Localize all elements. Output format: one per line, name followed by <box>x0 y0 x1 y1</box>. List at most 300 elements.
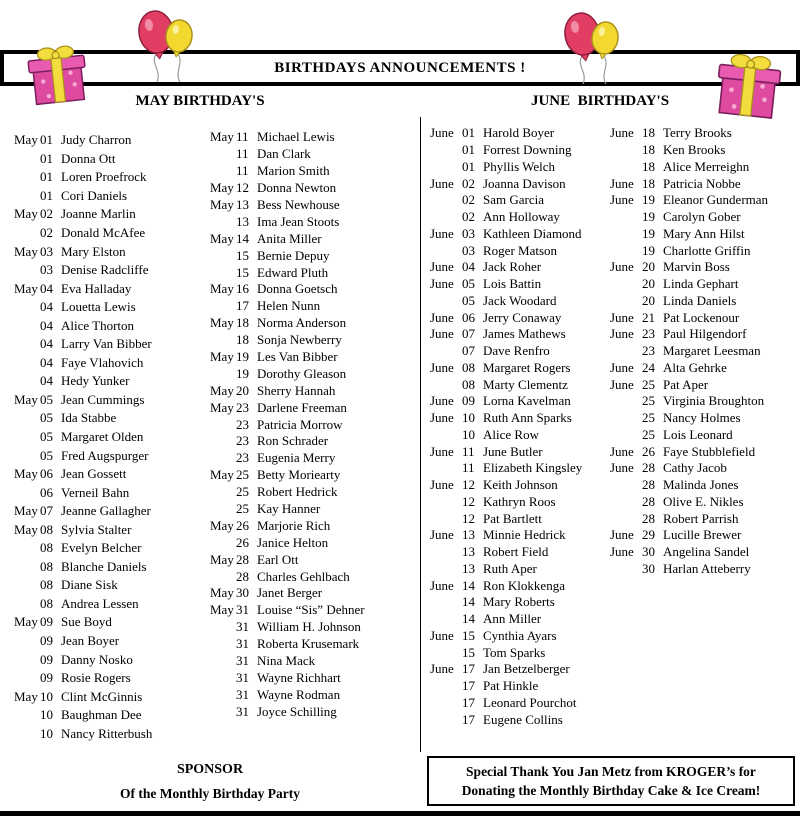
thank-you-box <box>427 756 795 806</box>
entry-day: 28 <box>236 551 249 567</box>
birthday-entry <box>610 360 796 377</box>
entry-day: 12 <box>462 493 475 509</box>
entry-name: Margaret Rogers <box>483 359 571 375</box>
entry-day: 31 <box>236 602 249 618</box>
entry-name: Terry Brooks <box>663 125 732 141</box>
sponsor-block <box>0 762 420 802</box>
entry-day: 20 <box>236 382 249 398</box>
entry-day: 28 <box>642 460 655 476</box>
entry-month: May <box>14 280 38 296</box>
entry-name: Harlan Atteberry <box>663 560 751 576</box>
entry-name: Minnie Hedrick <box>483 527 566 543</box>
entry-month: June <box>610 376 634 392</box>
entry-day: 15 <box>462 627 475 643</box>
entry-name: Eugenia Merry <box>257 450 336 466</box>
entry-day: 09 <box>462 393 475 409</box>
entry-day: 26 <box>236 517 249 533</box>
entry-day: 18 <box>236 332 249 348</box>
birthday-entry <box>610 376 796 393</box>
entry-day: 31 <box>236 669 249 685</box>
june-section-title: JUNE BIRTHDAY'S <box>530 93 670 109</box>
birthday-entry <box>210 315 415 332</box>
birthday-entry <box>430 661 608 678</box>
entry-day: 18 <box>236 315 249 331</box>
birthday-entry <box>430 678 608 695</box>
entry-day: 25 <box>236 467 249 483</box>
entry-day: 03 <box>40 243 53 259</box>
entry-day: 23 <box>642 343 655 359</box>
birthday-entry <box>210 382 415 399</box>
entry-name: Clint McGinnis <box>61 688 143 704</box>
birthday-entry <box>610 276 796 293</box>
entry-day: 01 <box>462 125 475 141</box>
entry-name: Joanne Marlin <box>61 206 136 222</box>
entry-month: June <box>610 192 634 208</box>
entry-month: June <box>430 225 454 241</box>
entry-name: Nancy Ritterbush <box>61 725 153 741</box>
entry-name: Bess Newhouse <box>257 197 340 212</box>
entry-day: 01 <box>40 132 53 148</box>
entry-name: Cathy Jacob <box>663 460 727 476</box>
entry-name: Les Van Bibber <box>257 349 338 365</box>
entry-day: 02 <box>462 209 475 225</box>
entry-day: 08 <box>462 376 475 392</box>
entry-day: 26 <box>236 534 249 550</box>
birthday-entry <box>430 594 608 611</box>
entry-name: Jan Betzelberger <box>483 661 570 677</box>
birthday-entry <box>14 502 206 521</box>
birthday-entry <box>610 410 796 427</box>
birthday-entry <box>14 224 206 243</box>
birthday-entry <box>14 391 206 410</box>
birthday-entry <box>430 527 608 544</box>
entry-day: 28 <box>642 510 655 526</box>
entry-day: 20 <box>642 259 655 275</box>
birthday-entry <box>210 129 415 146</box>
entry-month: May <box>210 129 234 145</box>
birthday-entry <box>14 279 206 298</box>
birthday-entry <box>14 335 206 354</box>
entry-month: May <box>14 391 38 407</box>
entry-day: 05 <box>40 391 53 407</box>
entry-month: May <box>14 132 38 148</box>
entry-name: Dorothy Gleason <box>257 365 347 381</box>
birthday-entry <box>430 276 608 293</box>
entry-day: 01 <box>40 150 53 166</box>
birthday-entry <box>430 360 608 377</box>
birthday-entry <box>210 180 415 197</box>
entry-name: Mary Ann Hilst <box>663 225 745 241</box>
entry-name: Dave Renfro <box>483 343 550 359</box>
may-column-2 <box>210 129 415 720</box>
birthday-entry <box>210 551 415 568</box>
entry-name: Paul Hilgendorf <box>663 326 747 342</box>
entry-month: June <box>430 443 454 459</box>
entry-name: Patricia Nobbe <box>663 175 741 191</box>
entry-day: 26 <box>642 443 655 459</box>
bottom-border <box>0 811 800 816</box>
entry-name: Pat Bartlett <box>483 510 542 526</box>
entry-name: Diane Sisk <box>61 577 118 593</box>
balloons-icon-left <box>130 4 202 84</box>
birthday-entry <box>430 142 608 159</box>
birthday-entry <box>210 619 415 636</box>
entry-day: 11 <box>236 146 249 162</box>
birthday-entry <box>430 343 608 360</box>
june-column-1 <box>430 125 608 728</box>
entry-name: Mary Roberts <box>483 594 555 610</box>
birthday-entry <box>610 460 796 477</box>
birthday-entry <box>430 192 608 209</box>
birthday-entry <box>430 577 608 594</box>
birthday-entry <box>14 205 206 224</box>
entry-day: 01 <box>462 158 475 174</box>
entry-name: Joyce Schilling <box>257 703 337 719</box>
entry-name: Verneil Bahn <box>61 484 130 500</box>
entry-day: 23 <box>236 433 249 449</box>
entry-day: 11 <box>236 163 249 179</box>
entry-name: Nina Mack <box>257 653 316 669</box>
entry-day: 10 <box>462 410 475 426</box>
entry-month: June <box>610 359 634 375</box>
birthday-entry <box>14 354 206 373</box>
entry-name: Helen Nunn <box>257 298 321 314</box>
entry-name: Donna Newton <box>257 180 337 196</box>
birthday-entry <box>610 326 796 343</box>
entry-day: 19 <box>236 365 249 381</box>
entry-name: Margaret Leesman <box>663 343 761 359</box>
entry-month: May <box>210 399 234 415</box>
entry-name: Tom Sparks <box>483 644 546 660</box>
entry-name: Norma Anderson <box>257 315 347 331</box>
entry-name: Robert Field <box>483 544 549 560</box>
birthday-entry <box>430 393 608 410</box>
entry-name: Margaret Olden <box>61 429 144 445</box>
birthday-entry <box>14 595 206 614</box>
entry-name: Kathleen Diamond <box>483 225 582 241</box>
birthday-entry <box>610 393 796 410</box>
entry-day: 11 <box>236 129 249 145</box>
entry-day: 17 <box>462 678 475 694</box>
entry-name: Ann Miller <box>483 611 542 627</box>
entry-day: 08 <box>40 595 53 611</box>
birthday-entry <box>14 446 206 465</box>
entry-day: 08 <box>462 359 475 375</box>
entry-month: May <box>210 517 234 533</box>
birthday-entry <box>14 428 206 447</box>
entry-name: Blanche Daniels <box>61 558 147 574</box>
entry-day: 25 <box>236 501 249 517</box>
birthday-entry <box>14 576 206 595</box>
entry-day: 31 <box>236 653 249 669</box>
entry-month: May <box>14 206 38 222</box>
balloons-icon-right <box>556 6 628 86</box>
entry-day: 28 <box>642 493 655 509</box>
entry-day: 01 <box>40 169 53 185</box>
birthday-entry <box>430 125 608 142</box>
entry-name: Forrest Downing <box>483 142 572 158</box>
entry-day: 30 <box>642 544 655 560</box>
entry-day: 05 <box>40 410 53 426</box>
banner-title: BIRTHDAYS ANNOUNCEMENTS ! <box>274 59 526 76</box>
birthday-entry <box>430 644 608 661</box>
entry-name: Ruth Ann Sparks <box>483 410 572 426</box>
entry-name: Robert Hedrick <box>257 484 338 500</box>
birthday-entry <box>14 242 206 261</box>
entry-day: 04 <box>40 317 53 333</box>
entry-day: 17 <box>236 298 249 314</box>
birthday-entry <box>14 706 206 725</box>
birthday-entry <box>210 653 415 670</box>
entry-day: 09 <box>40 670 53 686</box>
birthday-entry <box>210 602 415 619</box>
entry-day: 25 <box>642 426 655 442</box>
birthday-entry <box>210 230 415 247</box>
birthday-entry <box>210 703 415 720</box>
entry-month: June <box>430 125 454 141</box>
entry-day: 16 <box>236 281 249 297</box>
birthday-entry <box>430 427 608 444</box>
entry-month: June <box>610 326 634 342</box>
entry-day: 07 <box>40 503 53 519</box>
birthday-entry <box>210 163 415 180</box>
entry-day: 25 <box>642 393 655 409</box>
entry-name: Alta Gehrke <box>663 359 727 375</box>
entry-month: June <box>610 259 634 275</box>
birthday-entry <box>210 399 415 416</box>
entry-name: Marty Clementz <box>483 376 568 392</box>
entry-month: May <box>14 688 38 704</box>
birthday-entry <box>430 695 608 712</box>
entry-month: June <box>430 359 454 375</box>
entry-name: Carolyn Gober <box>663 209 741 225</box>
entry-month: June <box>430 527 454 543</box>
entry-name: Ron Schrader <box>257 433 329 449</box>
entry-month: May <box>210 315 234 331</box>
birthday-entry <box>210 636 415 653</box>
entry-name: Pat Aper <box>663 376 709 392</box>
entry-month: June <box>430 477 454 493</box>
entry-name: Eugene Collins <box>483 711 563 727</box>
entry-month: June <box>430 627 454 643</box>
entry-name: Edward Pluth <box>257 264 329 280</box>
entry-name: Linda Daniels <box>663 292 737 308</box>
entry-month: May <box>210 180 234 196</box>
entry-month: June <box>430 175 454 191</box>
entry-day: 18 <box>642 175 655 191</box>
entry-name: Ann Holloway <box>483 209 560 225</box>
birthday-entry <box>14 725 206 744</box>
birthday-entry <box>430 293 608 310</box>
entry-name: Kathryn Roos <box>483 493 556 509</box>
entry-name: Sonja Newberry <box>257 332 342 348</box>
may-section-title: MAY BIRTHDAY'S <box>135 93 265 109</box>
birthday-entry <box>210 517 415 534</box>
entry-name: Louise “Sis” Dehner <box>257 602 365 618</box>
entry-name: Anita Miller <box>257 230 322 246</box>
entry-name: Fred Augspurger <box>61 447 149 463</box>
entry-name: Roberta Krusemark <box>257 636 360 652</box>
entry-name: Eleanor Gunderman <box>663 192 769 208</box>
sponsor-title: SPONSOR <box>176 762 244 777</box>
entry-name: Nancy Holmes <box>663 410 741 426</box>
entry-day: 04 <box>40 336 53 352</box>
entry-name: Angelina Sandel <box>663 544 750 560</box>
entry-month: June <box>430 661 454 677</box>
entry-name: Jean Boyer <box>61 633 120 649</box>
entry-name: Ron Klokkenga <box>483 577 565 593</box>
entry-name: Danny Nosko <box>61 651 133 667</box>
entry-month: June <box>610 544 634 560</box>
entry-name: Sam Garcia <box>483 192 545 208</box>
entry-day: 04 <box>40 373 53 389</box>
entry-month: June <box>610 527 634 543</box>
birthday-entry <box>430 561 608 578</box>
entry-name: Keith Johnson <box>483 477 558 493</box>
section-divider <box>420 117 421 752</box>
birthday-entry <box>430 443 608 460</box>
entry-name: Olive E. Nikles <box>663 493 744 509</box>
entry-day: 21 <box>642 309 655 325</box>
entry-day: 06 <box>40 466 53 482</box>
gift-icon-right <box>708 50 788 122</box>
entry-day: 05 <box>40 447 53 463</box>
birthday-entry <box>610 510 796 527</box>
entry-name: Donald McAfee <box>61 225 146 240</box>
thank-you-line-1: Special Thank You Jan Metz from KROGER’s for <box>466 764 756 779</box>
entry-month: May <box>14 466 38 482</box>
entry-day: 08 <box>40 521 53 537</box>
entry-day: 02 <box>462 175 475 191</box>
entry-name: Earl Ott <box>257 551 299 567</box>
entry-name: Marvin Boss <box>663 259 730 275</box>
may-column-1 <box>14 131 206 743</box>
birthday-entry <box>430 544 608 561</box>
entry-month: June <box>430 393 454 409</box>
birthday-entry <box>430 309 608 326</box>
entry-day: 19 <box>642 225 655 241</box>
sponsor-subtitle: Of the Monthly Birthday Party <box>120 786 300 801</box>
birthday-entry <box>610 293 796 310</box>
birthday-entry <box>430 259 608 276</box>
entry-name: Ima Jean Stoots <box>257 213 340 229</box>
entry-name: Evelyn Belcher <box>61 540 142 556</box>
entry-day: 19 <box>642 209 655 225</box>
birthday-entry <box>610 427 796 444</box>
birthday-entry <box>14 687 206 706</box>
entry-month: June <box>610 443 634 459</box>
entry-day: 14 <box>462 594 475 610</box>
entry-day: 25 <box>642 410 655 426</box>
entry-day: 05 <box>462 276 475 292</box>
entry-name: Lucille Brewer <box>663 527 742 543</box>
entry-day: 13 <box>462 527 475 543</box>
birthday-entry <box>14 372 206 391</box>
entry-day: 18 <box>642 125 655 141</box>
entry-day: 05 <box>462 292 475 308</box>
entry-name: Baughman Dee <box>61 707 142 723</box>
entry-day: 10 <box>40 688 53 704</box>
birthday-entry <box>610 159 796 176</box>
entry-month: June <box>430 259 454 275</box>
birthday-entry <box>210 365 415 382</box>
entry-name: Alice Thorton <box>61 317 135 333</box>
birthday-entry <box>14 465 206 484</box>
entry-day: 13 <box>236 213 249 229</box>
entry-name: William H. Johnson <box>257 619 361 635</box>
entry-day: 23 <box>236 416 249 432</box>
entry-day: 31 <box>236 703 249 719</box>
entry-name: Pat Hinkle <box>483 678 539 694</box>
entry-day: 08 <box>40 577 53 593</box>
entry-name: Ken Brooks <box>663 142 726 158</box>
entry-name: Leonard Pourchot <box>483 694 577 710</box>
birthday-entry <box>610 192 796 209</box>
entry-day: 17 <box>462 711 475 727</box>
birthday-entry <box>430 226 608 243</box>
entry-day: 19 <box>642 192 655 208</box>
birthday-entry <box>430 242 608 259</box>
entry-day: 17 <box>462 661 475 677</box>
entry-day: 10 <box>40 725 53 741</box>
entry-month: June <box>610 309 634 325</box>
entry-name: Virginia Broughton <box>663 393 765 409</box>
birthday-entry <box>430 711 608 728</box>
birthday-entry <box>210 484 415 501</box>
entry-name: Ida Stabbe <box>61 410 117 426</box>
entry-name: Mary Elston <box>61 243 126 259</box>
birthday-entry <box>210 146 415 163</box>
entry-day: 07 <box>462 343 475 359</box>
entry-name: Jack Roher <box>483 259 542 275</box>
entry-name: Marion Smith <box>257 163 330 179</box>
entry-day: 12 <box>462 477 475 493</box>
entry-day: 14 <box>462 577 475 593</box>
birthday-entry <box>14 520 206 539</box>
entry-day: 10 <box>462 426 475 442</box>
entry-name: Lois Battin <box>483 276 542 292</box>
birthday-entry <box>610 443 796 460</box>
entry-month: June <box>610 125 634 141</box>
entry-name: Marjorie Rich <box>257 517 331 533</box>
entry-day: 04 <box>40 280 53 296</box>
entry-name: Cynthia Ayars <box>483 627 557 643</box>
birthday-entry <box>14 539 206 558</box>
entry-month: May <box>14 503 38 519</box>
june-column-2 <box>610 125 796 577</box>
birthday-entry <box>14 298 206 317</box>
birthday-entry <box>210 416 415 433</box>
entry-month: May <box>14 243 38 259</box>
birthday-entry <box>430 477 608 494</box>
birthday-entry <box>14 669 206 688</box>
entry-day: 02 <box>40 225 53 240</box>
birthday-entry <box>210 686 415 703</box>
entry-day: 06 <box>462 309 475 325</box>
entry-name: Alice Merreighn <box>663 158 750 174</box>
entry-name: Rosie Rogers <box>61 670 131 686</box>
birthday-entry <box>430 376 608 393</box>
entry-day: 29 <box>642 527 655 543</box>
entry-name: Jean Gossett <box>61 466 127 482</box>
entry-name: Eva Halladay <box>61 280 132 296</box>
entry-month: May <box>210 349 234 365</box>
entry-name: Ruth Aper <box>483 560 537 576</box>
entry-day: 18 <box>642 142 655 158</box>
birthday-entry <box>14 261 206 280</box>
birthday-entry <box>210 568 415 585</box>
entry-day: 02 <box>462 192 475 208</box>
